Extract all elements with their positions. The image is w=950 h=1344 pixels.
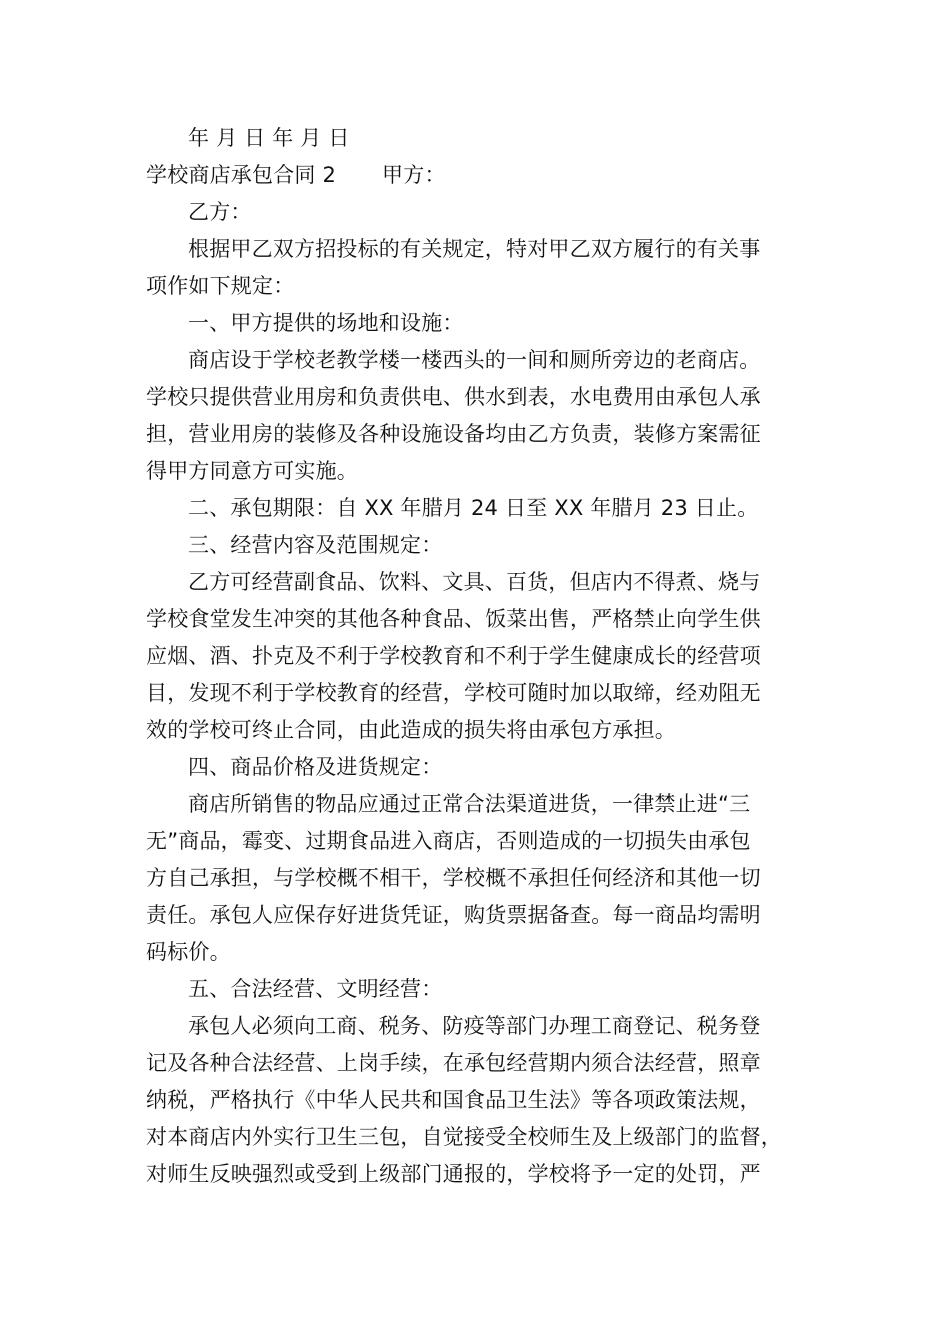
- party-b-label: 乙方：: [188, 200, 252, 224]
- paragraph-line: 学校食堂发生冲突的其他各种食品、饭菜出售，严格禁止向学生供: [146, 607, 761, 631]
- paragraph-line: 纳税，严格执行《中华人民共和国食品卫生法》等各项政策法规，: [146, 1088, 761, 1112]
- document-body: [146, 120, 810, 1193]
- paragraph-line: 码标价。: [146, 940, 231, 964]
- paragraph-line: 项作如下规定：: [146, 274, 295, 298]
- paragraph-line: 学校只提供营业用房和负责供电、供水到表，水电费用由承包人承: [146, 385, 761, 409]
- section-heading: 五、合法经营、文明经营：: [188, 977, 443, 1001]
- party-a-label: 甲方：: [382, 163, 446, 187]
- date-line: 年 月 日 年 月 日: [188, 126, 350, 150]
- paragraph-line: 效的学校可终止合同，由此造成的损失将由承包方承担。: [146, 718, 676, 742]
- section-heading: 三、经营内容及范围规定：: [188, 533, 443, 557]
- paragraph-line: 责任。承包人应保存好进货凭证，购货票据备查。每一商品均需明: [146, 903, 761, 927]
- section-heading: 四、商品价格及进货规定：: [188, 755, 443, 779]
- paragraph-line: 对师生反映强烈或受到上级部门通报的，学校将予一定的处罚，严: [146, 1162, 761, 1186]
- paragraph-line: 乙方可经营副食品、饮料、文具、百货，但店内不得煮、烧与: [188, 570, 761, 594]
- paragraph-line: 方自己承担，与学校概不相干，学校概不承担任何经济和其他一切: [146, 866, 761, 890]
- paragraph-line: 记及各种合法经营、上岗手续，在承包经营期内须合法经营，照章: [146, 1051, 761, 1075]
- section-heading: 二、承包期限：自 XX 年腊月 24 日至 XX 年腊月 23 日止。: [188, 496, 759, 520]
- paragraph-line: 应烟、酒、扑克及不利于学校教育和不利于学生健康成长的经营项: [146, 644, 761, 668]
- section-heading: 一、甲方提供的场地和设施：: [188, 311, 464, 335]
- paragraph-line: 根据甲乙双方招投标的有关规定，特对甲乙双方履行的有关事: [188, 237, 761, 261]
- paragraph-line: 得甲方同意方可实施。: [146, 459, 358, 483]
- contract-title: 学校商店承包合同 2: [146, 163, 337, 187]
- paragraph-line: 担，营业用房的装修及各种设施设备均由乙方负责，装修方案需征: [146, 422, 761, 446]
- paragraph-line: 商店设于学校老教学楼一楼西头的一间和厕所旁边的老商店。: [188, 348, 761, 372]
- paragraph-line: 目，发现不利于学校教育的经营，学校可随时加以取缔，经劝阻无: [146, 681, 761, 705]
- title-line: [146, 157, 810, 194]
- paragraph-line: 无”商品，霉变、过期食品进入商店，否则造成的一切损失由承包: [146, 829, 751, 853]
- paragraph-line: 承包人必须向工商、税务、防疫等部门办理工商登记、税务登: [188, 1014, 761, 1038]
- paragraph-line: 商店所销售的物品应通过正常合法渠道进货，一律禁止进“三: [188, 792, 751, 816]
- paragraph-line: 对本商店内外实行卫生三包，自觉接受全校师生及上级部门的监督，: [146, 1125, 782, 1149]
